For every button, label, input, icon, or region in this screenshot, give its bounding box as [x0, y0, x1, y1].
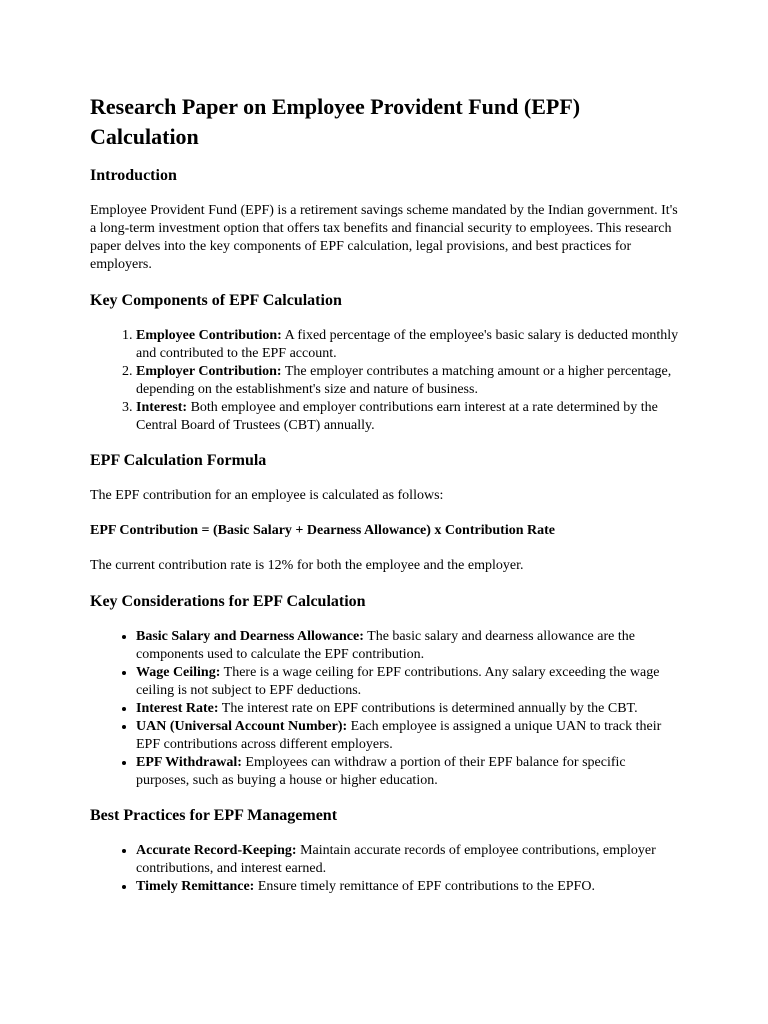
list-item-text: Both employee and employer contributions earn interest at a rate determined by the Central Board of Trustees (CBT) annually. — [136, 400, 658, 433]
list-item-term: EPF Withdrawal: — [136, 755, 242, 770]
list-item-term: UAN (Universal Account Number): — [136, 719, 348, 734]
best-practices-heading: Best Practices for EPF Management — [90, 807, 338, 824]
list-item-term: Interest Rate: — [136, 701, 219, 716]
list-item — [136, 399, 680, 435]
introduction-heading: Introduction — [90, 167, 177, 184]
formula-intro: The EPF contribution for an employee is calculated as follows: — [90, 488, 444, 503]
list-item-text: Employees can withdraw a portion of their EPF balance for specific purposes, such as buying a house or higher education. — [136, 755, 626, 788]
document-title: Research Paper on Employee Provident Fund (EPF) Calculation — [90, 94, 581, 149]
best-practices-list — [90, 842, 680, 896]
list-item-term: Interest: — [136, 400, 188, 415]
list-item — [136, 878, 680, 896]
considerations-list — [90, 628, 680, 790]
list-item-term: Employee Contribution: — [136, 328, 282, 343]
key-components-list — [90, 327, 680, 435]
formula-heading: EPF Calculation Formula — [90, 452, 267, 469]
list-item-text: The employer contributes a matching amount or a higher percentage, depending on the establishment's size and nature of business. — [136, 364, 672, 397]
list-item-term: Wage Ceiling: — [136, 665, 221, 680]
list-item-term: Timely Remittance: — [136, 879, 255, 894]
list-item — [136, 754, 680, 790]
list-item — [136, 700, 680, 718]
list-item-text: There is a wage ceiling for EPF contributions. Any salary exceeding the wage ceiling is not subject to EPF deductions. — [136, 665, 660, 698]
introduction-paragraph: Employee Provident Fund (EPF) is a retirement savings scheme mandated by the Indian government. It's a long-term investment option that offers tax benefits and financial security to employees. This research paper delves into the key components of EPF calculation, legal provisions, and best practices for employers. — [90, 203, 678, 272]
list-item-text: Maintain accurate records of employee contributions, employer contributions, and interest earned. — [136, 843, 656, 876]
formula-text: EPF Contribution = (Basic Salary + Dearness Allowance) x Contribution Rate — [90, 523, 555, 538]
list-item-term: Accurate Record-Keeping: — [136, 843, 297, 858]
list-item-text: Ensure timely remittance of EPF contributions to the EPFO. — [254, 879, 595, 894]
list-item-text: The basic salary and dearness allowance are the components used to calculate the EPF contribution. — [136, 629, 635, 662]
list-item-text: The interest rate on EPF contributions is determined annually by the CBT. — [218, 701, 638, 716]
list-item — [136, 363, 680, 399]
contribution-rate-note: The current contribution rate is 12% for both the employee and the employer. — [90, 558, 524, 573]
list-item-text: Each employee is assigned a unique UAN to track their EPF contributions across different employers. — [136, 719, 662, 752]
list-item-term: Employer Contribution: — [136, 364, 282, 379]
list-item-term: Basic Salary and Dearness Allowance: — [136, 629, 364, 644]
list-item — [136, 664, 680, 700]
key-components-heading: Key Components of EPF Calculation — [90, 292, 342, 309]
list-item — [136, 718, 680, 754]
considerations-heading: Key Considerations for EPF Calculation — [90, 593, 366, 610]
list-item-text: A fixed percentage of the employee's basic salary is deducted monthly and contributed to the EPF account. — [136, 328, 679, 361]
list-item — [136, 327, 680, 363]
list-item — [136, 628, 680, 664]
list-item — [136, 842, 680, 878]
